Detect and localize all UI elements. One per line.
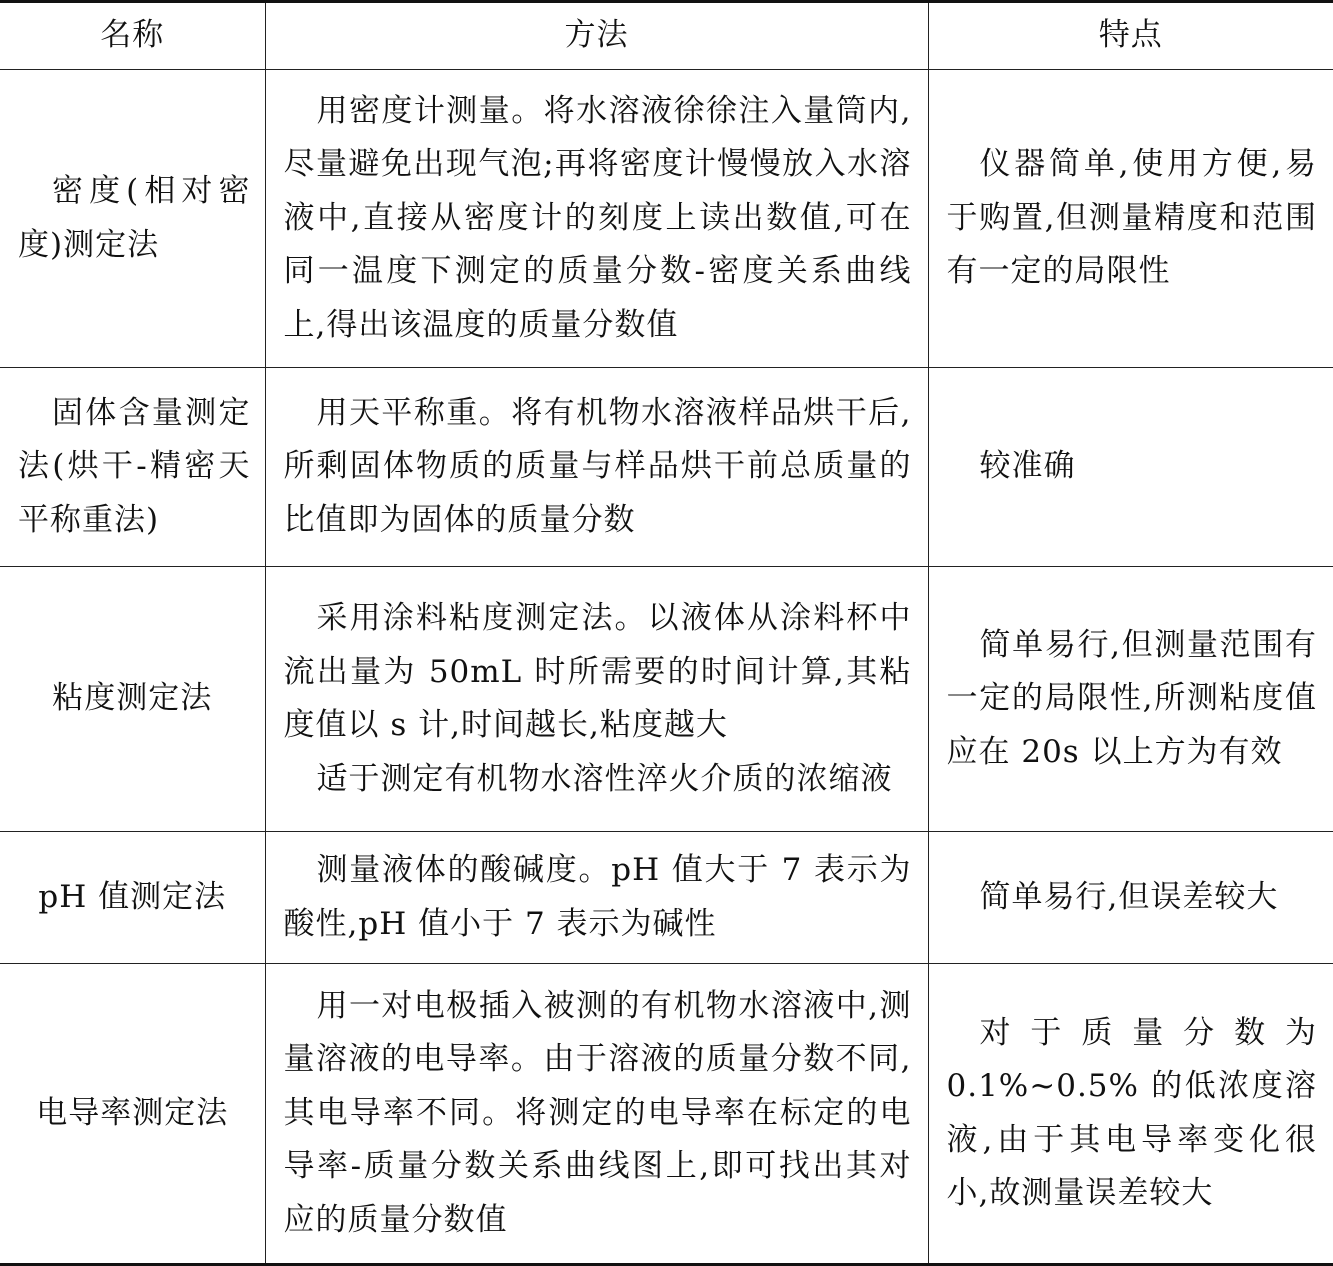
row-name-cell	[0, 567, 265, 832]
row-method-paragraph: 采用涂料粘度测定法。以液体从涂料杯中流出量为 50mL 时所需要的时间计算,其粘度值以 s 计,时间越长,粘度越大	[283, 600, 912, 743]
row-name: 密度(相对密度)测定法	[18, 173, 251, 263]
row-name: 固体含量测定法(烘干-精密天平称重法)	[18, 394, 251, 538]
row-name-cell	[0, 964, 265, 1265]
table-row	[0, 368, 1333, 567]
header-method: 方法	[265, 2, 928, 70]
row-feature-cell	[928, 964, 1333, 1265]
row-feature: 简单易行,但测量范围有一定的局限性,所测粘度值应在 20s 以上方为有效	[946, 626, 1317, 770]
row-method-paragraph: 用一对电极插入被测的有机物水溶液中,测量溶液的电导率。由于溶液的质量分数不同,其电导率不同。将测定的电导率在标定的电导率-质量分数关系曲线图上,即可找出其对应的质量分数值	[283, 987, 912, 1238]
row-name-cell	[0, 368, 265, 567]
row-name-cell	[0, 70, 265, 368]
row-name: 电导率测定法	[36, 1094, 229, 1131]
row-feature: 对于质量分数为 0.1%~0.5% 的低浓度溶液,由于其电导率变化很小,故测量误差较大	[946, 1014, 1317, 1211]
row-name-cell	[0, 832, 265, 964]
table-row	[0, 964, 1333, 1265]
row-method-paragraph: 用天平称重。将有机物水溶液样品烘干后,所剩固体物质的质量与样品烘干前总质量的比值即为固体的质量分数	[283, 394, 912, 538]
header-name: 名称	[0, 2, 265, 70]
header-feature: 特点	[928, 2, 1333, 70]
row-feature-cell	[928, 368, 1333, 567]
row-method-cell	[265, 368, 928, 567]
row-feature: 仪器简单,使用方便,易于购置,但测量精度和范围有一定的局限性	[946, 146, 1317, 290]
table-header-row	[0, 2, 1333, 70]
row-feature-cell	[928, 567, 1333, 832]
row-feature-cell	[928, 70, 1333, 368]
row-feature-cell	[928, 832, 1333, 964]
row-method-paragraph: 适于测定有机物水溶性淬火介质的浓缩液	[316, 760, 893, 797]
row-method-cell	[265, 964, 928, 1265]
table-row	[0, 70, 1333, 368]
row-method-cell	[265, 70, 928, 368]
row-method-cell	[265, 832, 928, 964]
row-feature: 较准确	[979, 448, 1076, 485]
row-name: pH 值测定法	[38, 878, 227, 915]
row-method-paragraph: 用密度计测量。将水溶液徐徐注入量筒内,尽量避免出现气泡;再将密度计慢慢放入水溶液中,直接从密度计的刻度上读出数值,可在同一温度下测定的质量分数-密度关系曲线上,得出该温度的质量分数值	[283, 92, 912, 343]
table-row	[0, 832, 1333, 964]
row-name: 粘度测定法	[52, 680, 213, 717]
table-row	[0, 567, 1333, 832]
row-method-cell	[265, 567, 928, 832]
row-feature: 简单易行,但误差较大	[979, 878, 1279, 915]
row-method-paragraph: 测量液体的酸碱度。pH 值大于 7 表示为酸性,pH 值小于 7 表示为碱性	[283, 852, 912, 942]
